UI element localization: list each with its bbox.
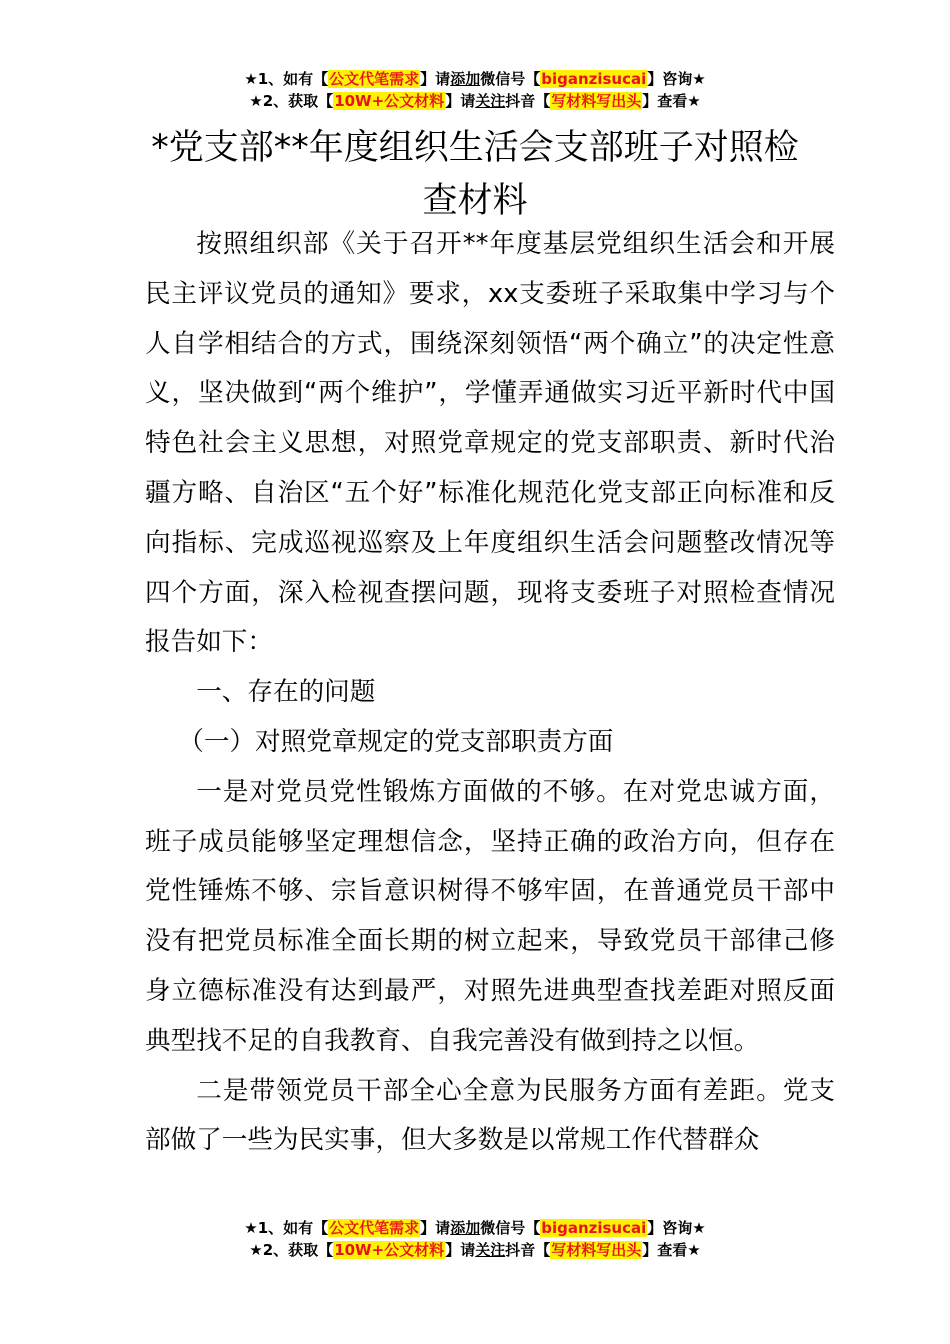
promo-line-2 (0, 90, 950, 112)
promo-text: 】请 (420, 1219, 451, 1237)
promo-text: 】咨询★ (647, 1219, 706, 1237)
intro-paragraph: 按照组织部《关于召开**年度基层党组织生活会和开展民主评议党员的通知》要求，xx支委班子采取集中学习与个人自学相结合的方式，围绕深刻领悟“两个确立”的决定性意义，坚决做到“两个维护”，学懂弄通做实习近平新时代中国特色社会主义思想，对照党章规定的党支部职责、新时代治疆方略、自治区“五个好”标准化规范化党支部正向标准和反向指标、完成巡视巡察及上年度组织生活会问题整改情况等四个方面，深入检视查摆问题，现将支委班子对照检查情况报告如下： (145, 229, 835, 658)
promo-highlight: 公文代笔需求 (329, 70, 420, 88)
subsection-heading: （一）对照党章规定的党支部职责方面 (178, 726, 614, 757)
promo-text: 微信号【 (480, 70, 541, 88)
promo-highlight: 写材料写出头 (551, 1241, 642, 1259)
promo-text: 】请 (420, 70, 451, 88)
promo-banner-bottom (0, 1217, 950, 1261)
promo-text: ★1、如有【 (244, 1219, 329, 1237)
promo-highlight: 写材料写出头 (551, 92, 642, 110)
promo-text: 】咨询★ (647, 70, 706, 88)
body-paragraph: 一是对党员党性锻炼方面做的不够。在对党忠诚方面，班子成员能够坚定理想信念，坚持正确的政治方向，但存在党性锤炼不够、宗旨意识树得不够牢固，在普通党员干部中没有把党员标准全面长期的树立起来，导致党员干部律己修身立德标准没有达到最严，对照先进典型查找差距对照反面典型找不足的自我教育、自我完善没有做到持之以恒。 (145, 776, 835, 1056)
promo-highlight: 公文代笔需求 (329, 1219, 420, 1237)
promo-text: ★2、获取【 (249, 1241, 334, 1259)
promo-highlight: biganzisucai (541, 1219, 647, 1237)
promo-highlight: biganzisucai (541, 70, 647, 88)
section-heading: 一、存在的问题 (196, 677, 376, 708)
promo-banner-top (0, 68, 950, 112)
document-body (145, 220, 835, 1166)
promo-text: 】查看★ (642, 1241, 701, 1259)
promo-underlined: 关注 (475, 92, 506, 110)
promo-text: 微信号【 (480, 1219, 541, 1237)
promo-text: 】查看★ (642, 92, 701, 110)
promo-underlined: 添加 (450, 70, 481, 88)
promo-underlined: 添加 (450, 1219, 481, 1237)
promo-underlined: 关注 (475, 1241, 506, 1259)
promo-text: ★1、如有【 (244, 70, 329, 88)
promo-line-2 (0, 1239, 950, 1261)
promo-text: 】请 (445, 1241, 476, 1259)
promo-text: 】请 (445, 92, 476, 110)
document-title: *党支部**年度组织生活会支部班子对照检查材料 (151, 128, 799, 221)
promo-line-1 (0, 1217, 950, 1239)
promo-text: ★2、获取【 (249, 92, 334, 110)
body-paragraph: 二是带领党员干部全心全意为民服务方面有差距。党支部做了一些为民实事，但大多数是以常规工作代替群众 (145, 1075, 835, 1156)
promo-highlight: 10W+公文材料 (334, 1241, 445, 1259)
promo-text: 抖音【 (505, 1241, 551, 1259)
promo-line-1 (0, 68, 950, 90)
promo-highlight: 10W+公文材料 (334, 92, 445, 110)
promo-text: 抖音【 (505, 92, 551, 110)
